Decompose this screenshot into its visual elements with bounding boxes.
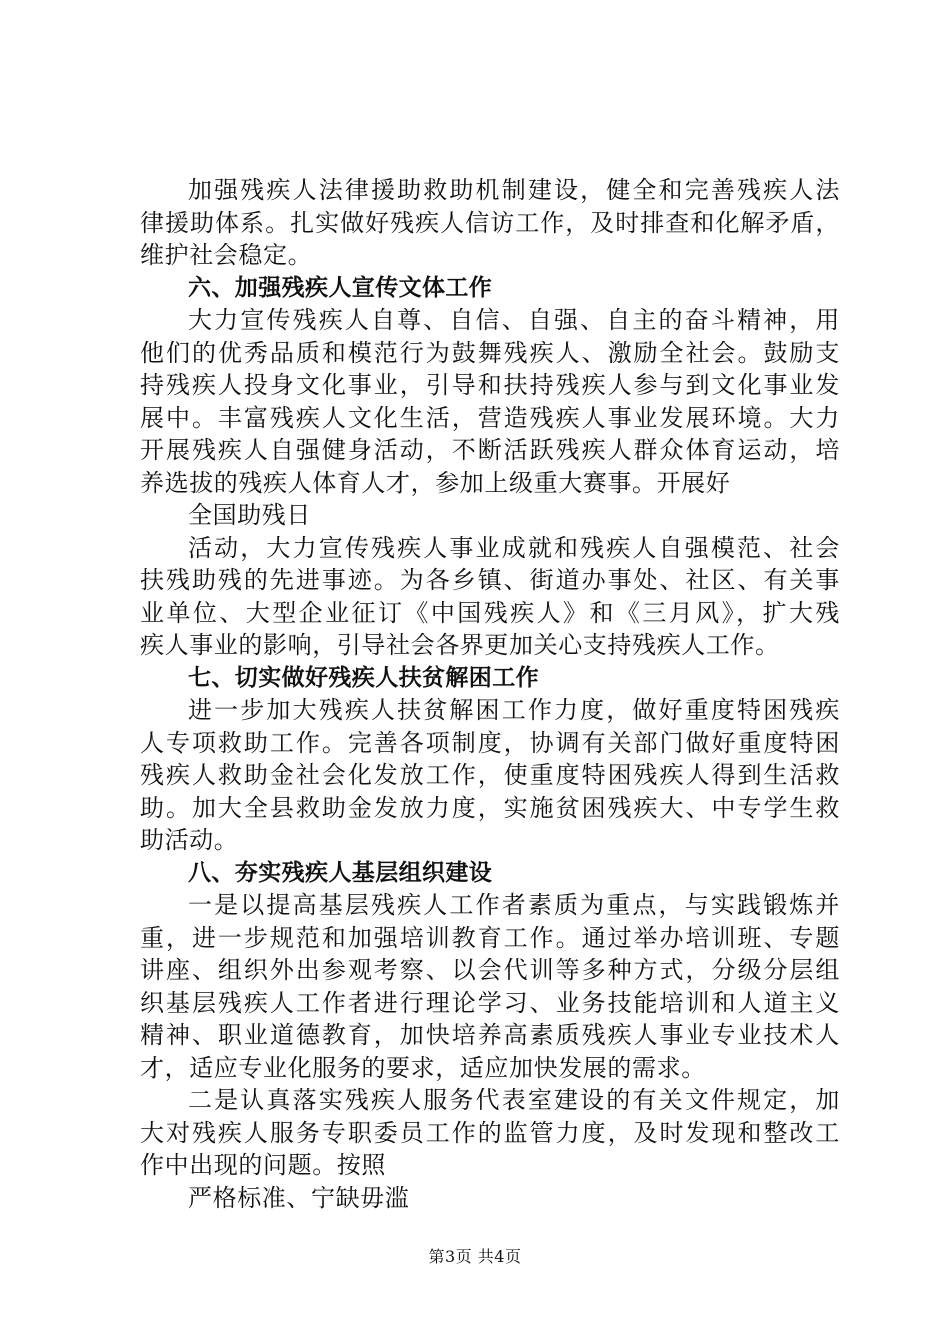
paragraph-line: 讲座、组织外出参观考察、以会代训等多种方式，分级分层组	[140, 956, 840, 984]
paragraph-line: 全国助残日	[188, 501, 311, 529]
paragraph-line: 维护社会稳定。	[140, 241, 313, 269]
paragraph-line: 大对残疾人服务专职委员工作的监管力度，及时发现和整改工	[140, 1118, 840, 1147]
paragraph-line: 人专项救助工作。完善各项制度，协调有关部门做好重度特困	[140, 728, 840, 757]
paragraph-line: 二是认真落实残疾人服务代表室建设的有关文件规定，加	[188, 1086, 840, 1114]
paragraph-line: 重，进一步规范和加强培训教育工作。通过举办培训班、专题	[140, 923, 840, 952]
paragraph-line: 一是以提高基层残疾人工作者素质为重点，与实践锻炼并	[188, 891, 840, 919]
paragraph-line: 助。加大全县救助金发放力度，实施贫困残疾大、中专学生救	[140, 793, 840, 822]
paragraph-line: 大力宣传残疾人自尊、自信、自强、自主的奋斗精神，用	[188, 306, 840, 334]
paragraph-line: 疾人事业的影响，引导社会各界更加关心支持残疾人工作。	[140, 631, 780, 659]
paragraph-line: 他们的优秀品质和模范行为鼓舞残疾人、激励全社会。鼓励支	[140, 338, 840, 367]
document-body	[140, 174, 840, 1214]
paragraph-line: 严格标准、宁缺毋滥	[188, 1183, 410, 1212]
paragraph-line: 活动，大力宣传残疾人事业成就和残疾人自强模范、社会	[188, 533, 840, 562]
paragraph-line: 业单位、大型企业征订《中国残疾人》和《三月风》，扩大残	[140, 598, 840, 627]
page-footer: 第3页 共4页	[428, 1247, 522, 1266]
paragraph-line: 精神、职业道德教育，加快培养高素质残疾人事业专业技术人	[140, 1021, 840, 1049]
paragraph-line: 作中出现的问题。按照	[140, 1151, 386, 1179]
paragraph-line: 扶残助残的先进事迹。为各乡镇、街道办事处、社区、有关事	[140, 566, 840, 594]
paragraph-line: 进一步加大残疾人扶贫解困工作力度，做好重度特困残疾	[188, 696, 840, 724]
paragraph-line: 养选拔的残疾人体育人才，参加上级重大赛事。开展好	[140, 468, 731, 497]
paragraph-line: 加强残疾人法律援助救助机制建设，健全和完善残疾人法	[188, 176, 840, 204]
paragraph-line: 才，适应专业化服务的要求，适应加快发展的需求。	[140, 1053, 706, 1082]
paragraph-line: 织基层残疾人工作者进行理论学习、业务技能培训和人道主义	[140, 988, 840, 1017]
section-heading: 七、切实做好残疾人扶贫解困工作	[188, 664, 539, 691]
section-heading: 八、夯实残疾人基层组织建设	[188, 859, 493, 886]
paragraph-line: 律援助体系。扎实做好残疾人信访工作，及时排查和化解矛盾，	[140, 208, 840, 237]
paragraph-line: 展中。丰富残疾人文化生活，营造残疾人事业发展环境。大力	[140, 403, 840, 432]
paragraph-line: 助活动。	[140, 826, 239, 854]
section-heading: 六、加强残疾人宣传文体工作	[188, 274, 493, 301]
paragraph-line: 开展残疾人自强健身活动，不断活跃残疾人群众体育运动，培	[140, 436, 840, 464]
paragraph-line: 持残疾人投身文化事业，引导和扶持残疾人参与到文化事业发	[140, 371, 840, 399]
paragraph-line: 残疾人救助金社会化发放工作，使重度特困残疾人得到生活救	[140, 761, 840, 789]
